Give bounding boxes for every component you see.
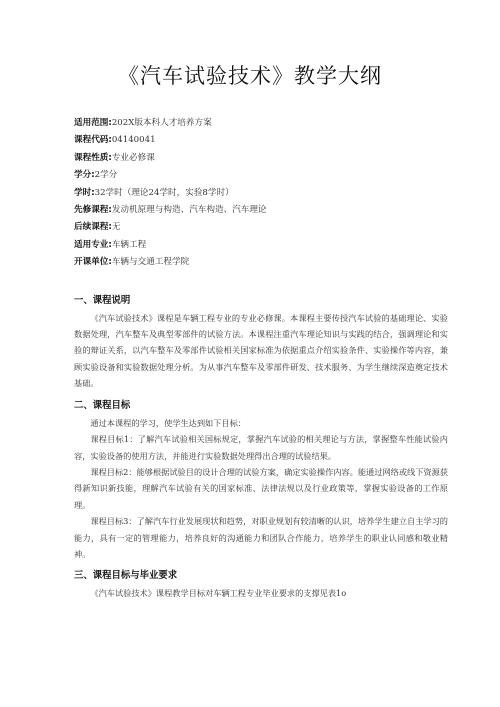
section-course-description <box>74 293 448 392</box>
document-title: 《汽车试验技术》教学大纲 <box>118 64 382 88</box>
paragraph: 课程目标1：了解汽车试验相关国标规定，掌握汽车试验的相关理论与方法，掌握整车性能试验内容，实验设备的使用方法，并能进行实验数据处理得出合理的试验结果。 <box>74 434 448 461</box>
meta-row-unit <box>74 254 448 271</box>
meta-value: 发动机原理与构造、汽车构造、汽车理论 <box>111 205 267 216</box>
meta-label: 学时: <box>74 187 95 198</box>
meta-label: 适用专业: <box>74 239 112 250</box>
meta-value: 无 <box>111 222 121 233</box>
section-heading: 三、课程目标与毕业要求 <box>74 570 178 582</box>
meta-row-prerequisites <box>74 202 448 219</box>
meta-label: 先修课程: <box>74 205 112 216</box>
section-course-objectives <box>74 398 448 563</box>
paragraph: 通过本课程的学习，使学生达到如下目标： <box>90 417 246 428</box>
meta-value: 专业必修课 <box>111 152 155 163</box>
paragraph: 课程目标2：能够根据试验目的设计合理的试验方案，确定实验操作内容。能通过网络或线下资源获得新知识新技能，理解汽车试验有关的国家标准、法律法规以及行业政策等，掌握实验设备的工作原理。 <box>74 466 448 510</box>
paragraph: 《汽车试验技术》课程是车辆工程专业的专业必修课。本课程主要传授汽车试验的基础理论、实验数据处理，汽车整车及典型零部件的试验方法。本课程注重汽车理论知识与实践的结合，强调理论和实验的辩证关系，以汽车整车及零部件试验相关国家标准为依据重点介绍实验条件、实验操作等内容，兼顾实验设备和实验数据处理分析。为从事汽车整车及零部件研发、技术服务、为学生继续深造奠定技术基础。 <box>74 312 448 389</box>
section-heading: 二、课程目标 <box>74 399 131 411</box>
meta-label: 课程性质: <box>74 152 112 163</box>
meta-row-hours <box>74 185 448 202</box>
meta-row-code <box>74 132 448 149</box>
meta-value: 04140041 <box>111 135 156 146</box>
meta-row-scope <box>74 115 448 132</box>
meta-row-followup <box>74 219 448 236</box>
meta-row-nature <box>74 150 448 167</box>
paragraph: 《汽车试验技术》课程教学目标对车辆工程专业毕业要求的支撑见表1o <box>90 588 347 599</box>
paragraph: 课程目标3：了解汽车行业发展现状和趋势，对职业规划有较清晰的认识，培养学生建立自主学习的能力，具有一定的管理能力，培养良好的沟通能力和团队合作能力，培养学生的职业认同感和敬业精神。 <box>74 516 448 559</box>
meta-value: 32学时（理论24学时，实验8学时） <box>94 187 234 198</box>
meta-value: 车辆工程 <box>111 239 147 250</box>
section-objectives-and-requirements <box>74 568 448 601</box>
meta-label: 后续课程: <box>74 222 112 233</box>
course-info <box>74 115 448 272</box>
meta-value: 202X版本科人才培养方案 <box>111 118 212 128</box>
meta-row-major <box>74 237 448 254</box>
meta-label: 学分: <box>74 170 95 181</box>
meta-label: 课程代码: <box>74 135 112 146</box>
meta-label: 适用范围: <box>74 118 112 128</box>
meta-value: 车辆与交通工程学院 <box>111 257 190 268</box>
meta-row-credits <box>74 167 448 184</box>
meta-label: 开课单位: <box>74 257 112 268</box>
section-heading: 一、课程说明 <box>74 294 131 306</box>
meta-value: 2学分 <box>94 170 118 181</box>
